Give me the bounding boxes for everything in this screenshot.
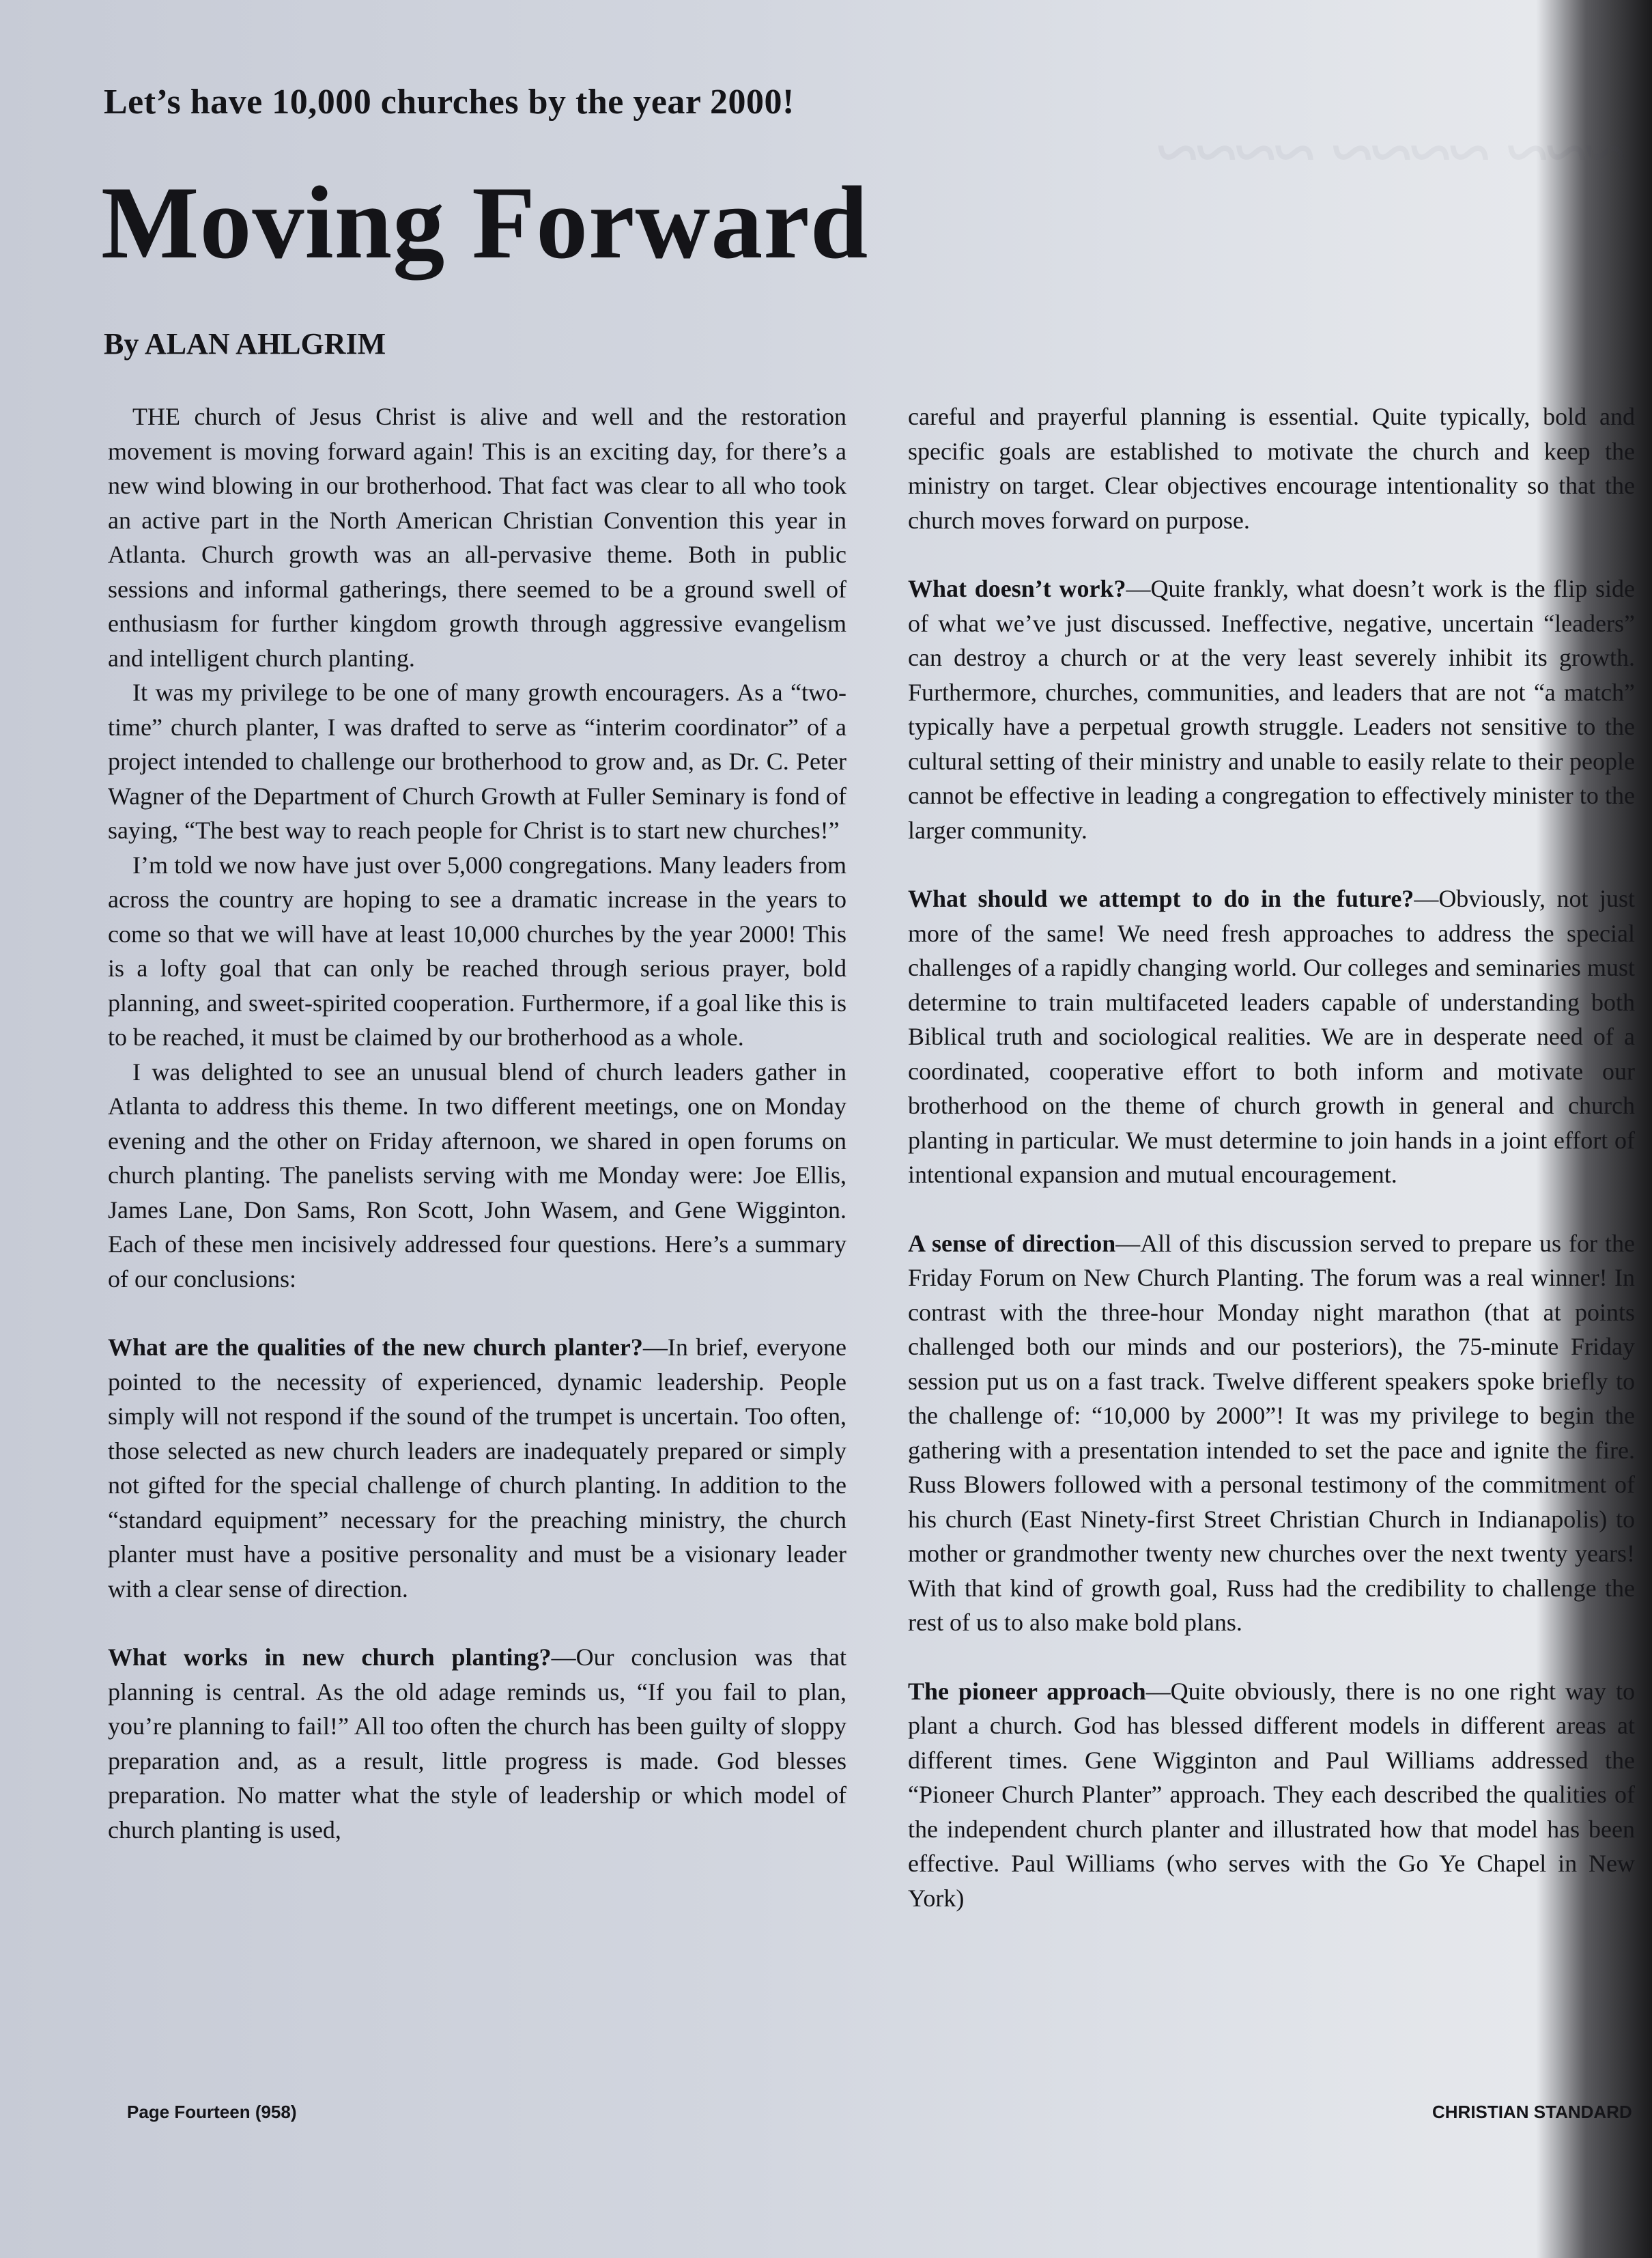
section-paragraph: What doesn’t work?—Quite frankly, what doesn’t work is the flip side of what we’ve just discussed. Ineffective, negative, uncertain “leaders” can destroy a church or at the very least severely inhibit its growth. Furthermore, churches, communities, and leaders that are not “a match” typically have a perpetual growth struggle. Leaders not sensitive to the cultural setting of their ministry and unable to easily relate to their people cannot be effective in leading a congregation to effectively minister to the larger community. — [908, 575, 1635, 844]
section-paragraph: What should we attempt to do in the future?—Obviously, not just more of the same! We need fresh approaches to address the special challenges of a rapidly changing world. Our colleges and seminaries must determine to train multifaceted leaders capable of understanding both Biblical truth and sociological realities. We are in desperate need of a coordinated, cooperative effort to both inform and motivate our brotherhood on the theme of church growth in general and church planting in particular. We must determine to join hands in a joint effort of intentional expansion and mutual encouragement. — [908, 885, 1635, 1188]
article-byline: By ALAN AHLGRIM — [104, 327, 386, 361]
paragraph: I’m told we now have just over 5,000 congregations. Many leaders from across the country are hoping to see a dramatic increase in the years to come so that we will have at least 10,000 churches by the year 2000! This is a lofty goal that can only be reached through serious prayer, bold planning, and sweet-spirited cooperation. Furthermore, if a goal like this is to be reached, it must be claimed by our brotherhood as a whole. — [108, 851, 846, 1051]
section-heading: What doesn’t work? — [908, 575, 1126, 602]
right-column — [908, 399, 1635, 1915]
show-through-text: ~~~ ~~~~ ~~~~ — [1157, 111, 1625, 194]
section-heading: The pioneer approach — [908, 1677, 1146, 1705]
page-number-footer: Page Fourteen (958) — [127, 2102, 297, 2122]
section-paragraph: The pioneer approach—Quite obviously, there is no one right way to plant a church. God has blessed different models in different areas at different times. Gene Wigginton and Paul Williams addressed the “Pioneer Church Planter” approach. They each described the qualities of the independent church planter and illustrated how that model has been effective. Paul Williams (who serves with the Go Ye Chapel in New York) — [908, 1677, 1635, 1912]
section-heading: What should we attempt to do in the future? — [908, 885, 1414, 912]
section-paragraph: What works in new church planting?—Our conclusion was that planning is central. As the old adage reminds us, “If you fail to plan, you’re planning to fail!” All too often the church has been guilty of sloppy preparation and, as a result, little progress is made. God blesses preparation. No matter what the style of leadership or which model of church planting is used, — [108, 1643, 846, 1844]
publication-footer: CHRISTIAN STANDARD — [1432, 2102, 1632, 2122]
section-paragraph: A sense of direction—All of this discussion served to prepare us for the Friday Forum on New Church Planting. The forum was a real winner! In contrast with the three-hour Monday night marathon (that at points challenged both our minds and our posteriors), the 75-minute Friday session put us on a fast track. Twelve different speakers spoke briefly to the challenge of: “10,000 by 2000”! It was my privilege to begin the gathering with a presentation intended to set the pace and ignite the fire. Russ Blowers followed with a personal testimony of the commitment of his church (East Ninety-first Street Christian Church in Indianapolis) to mother or grandmother twenty new churches over the next twenty years! With that kind of growth goal, Russ had the credibility to challenge the rest of us to also make bold plans. — [908, 1229, 1635, 1636]
section-paragraph: What are the qualities of the new church planter?—In brief, everyone pointed to the necessity of experienced, dynamic leadership. People simply will not respond if the sound of the trumpet is uncertain. Too often, those selected as new church leaders are inadequately prepared or simply not gifted for the special challenge of church planting. In addition to the “standard equipment” necessary for the preaching ministry, the church planter must have a positive personality and must be a visionary leader with a clear sense of direction. — [108, 1333, 846, 1603]
left-column — [108, 399, 846, 1847]
paragraph: THE church of Jesus Christ is alive and well and the restoration movement is moving forward again! This is an exciting day, for there’s a new wind blowing in our brotherhood. That fact was clear to all who took an active part in the North American Christian Convention this year in Atlanta. Church growth was an all-pervasive theme. Both in public sessions and informal gatherings, there seemed to be a ground swell of enthusiasm for further kingdom growth through aggressive evangelism and intelligent church planting. — [108, 403, 846, 672]
article-kicker: Let’s have 10,000 churches by the year 2000! — [104, 83, 795, 122]
paragraph: careful and prayerful planning is essential. Quite typically, bold and specific goals are established to motivate the church and keep the ministry on target. Clear objectives encourage intentionality so that the church moves forward on purpose. — [908, 403, 1635, 534]
paragraph: I was delighted to see an unusual blend of church leaders gather in Atlanta to address this theme. In two different meetings, one on Monday evening and the other on Friday afternoon, we shared in open forums on church planting. The panelists serving with me Monday were: Joe Ellis, James Lane, Don Sams, Ron Scott, John Wasem, and Gene Wigginton. Each of these men incisively addressed four questions. Here’s a summary of our conclusions: — [108, 1058, 846, 1293]
section-heading: What are the qualities of the new church planter? — [108, 1333, 643, 1361]
article-title: Moving Forward — [101, 165, 869, 280]
section-heading: A sense of direction — [908, 1229, 1116, 1257]
section-heading: What works in new church planting? — [108, 1643, 552, 1671]
paragraph: It was my privilege to be one of many growth encouragers. As a “two-time” church planter, I was drafted to serve as “interim coordinator” of a project intended to challenge our brotherhood to grow and, as Dr. C. Peter Wagner of the Department of Church Growth at Fuller Seminary is fond of saying, “The best way to reach people for Christ is to start new churches!” — [108, 679, 846, 844]
